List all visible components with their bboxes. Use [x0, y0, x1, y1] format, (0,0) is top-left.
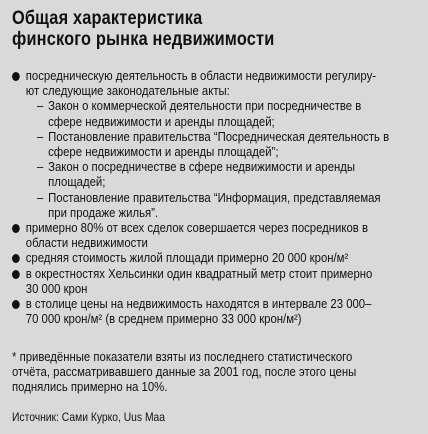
bullet-item-capital-prices — [12, 296, 416, 326]
bullet-item-legislation — [12, 68, 416, 220]
dash-marker: – — [36, 128, 44, 144]
bullet-text-line: 30 000 крон — [25, 280, 88, 296]
sub-item-decree-information — [26, 190, 416, 220]
sub-item-text-line: площадей; — [48, 174, 106, 190]
page-title — [12, 8, 356, 50]
bullet-text-line: примерно 80% от всех сделок совершается через посредников в — [25, 220, 368, 236]
bullet-icon — [12, 224, 20, 233]
dash-marker: – — [36, 98, 44, 114]
sub-item-law-commercial — [26, 98, 416, 128]
bullet-text-line: 70 000 крон/м² (в среднем примерно 33 000 крон/м²) — [25, 311, 302, 327]
footnote-line: * приведённые показатели взяты из последнего статистического — [12, 349, 353, 364]
bullet-text-line: средняя стоимость жилой площади примерно 20 000 крон/м² — [25, 250, 349, 266]
sub-item-text-line: сфере недвижимости и аренды площадей”; — [48, 144, 279, 160]
sub-item-decree-brokerage — [26, 129, 416, 159]
bullet-list — [12, 68, 416, 326]
sub-item-text-line: при продаже жилья”. — [48, 204, 159, 220]
bullet-icon — [12, 270, 20, 279]
bullet-text-line: в столице цены на недвижимость находятся в интервале 23 000– — [25, 296, 372, 312]
sub-item-text-line: Постановление правительства “Посредническая деятельность в — [48, 128, 390, 144]
sub-item-law-brokerage — [26, 159, 416, 189]
title-line-2: финского рынка недвижимости — [12, 29, 275, 50]
footnote-line: отчёта, рассматривавшего данные за 2001 год, после этого цены — [12, 364, 357, 380]
footnote — [12, 349, 416, 395]
bullet-icon — [12, 72, 20, 81]
bullet-item-average-price — [12, 250, 416, 265]
bullet-icon — [12, 254, 20, 263]
footnote-line: поднялись примерно на 10%. — [12, 379, 168, 395]
dash-marker: – — [36, 189, 44, 205]
bullet-text-line: посредническую деятельность в области недвижимости регулиру- — [25, 68, 377, 83]
bullet-text-line: области недвижимости — [25, 235, 148, 251]
bullet-item-helsinki-suburbs — [12, 266, 416, 296]
sub-item-text-line: сфере недвижимости и аренды площадей; — [48, 113, 275, 129]
sub-item-text-line: Закон о посредничестве в сфере недвижимости и аренды — [48, 159, 356, 175]
sub-item-text-line: Постановление правительства “Информация, представляемая — [48, 189, 381, 205]
bullet-text-line: в окрестностях Хельсинки один квадратный метр стоит примерно — [25, 265, 373, 281]
title-line-1: Общая характеристика — [12, 8, 203, 29]
bullet-item-share-of-deals — [12, 220, 416, 250]
sub-item-text-line: Закон о коммерческой деятельности при посредничестве в — [48, 98, 362, 114]
bullet-icon — [12, 300, 20, 309]
dash-marker: – — [36, 159, 44, 175]
bullet-text-line: ют следующие законодательные акты: — [25, 83, 230, 99]
source-credit: Источник: Сами Курко, Uus Maa — [12, 410, 166, 424]
